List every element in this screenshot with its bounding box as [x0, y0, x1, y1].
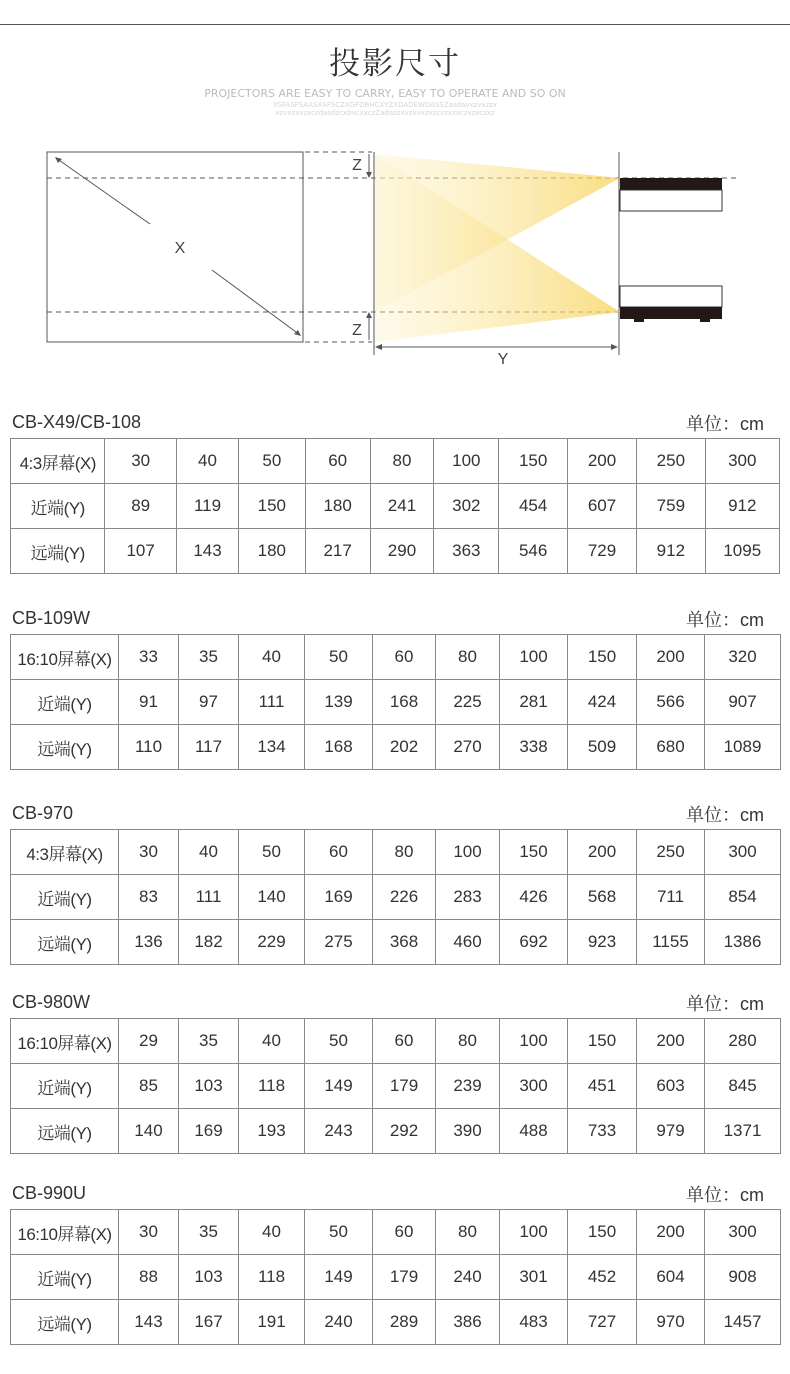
- table-cell: 301: [500, 1255, 568, 1300]
- table-cell: 180: [239, 529, 305, 574]
- row-label: 16:10屏幕(X): [11, 635, 119, 680]
- table-cell: 239: [436, 1064, 500, 1109]
- table-cell: 300: [500, 1064, 568, 1109]
- row-label: 远端(Y): [11, 725, 119, 770]
- table-cell: 243: [305, 1109, 373, 1154]
- model-name: CB-990U: [12, 1183, 87, 1203]
- table-cell: 300: [705, 830, 781, 875]
- row-label: 4:3屏幕(X): [11, 439, 105, 484]
- table-cell: 451: [568, 1064, 637, 1109]
- table-cell: 907: [705, 680, 781, 725]
- table-cell: 225: [436, 680, 500, 725]
- top-divider: [0, 24, 790, 25]
- table-cell: 180: [305, 484, 370, 529]
- table-cell: 60: [373, 1210, 436, 1255]
- projector-ceiling: [620, 178, 722, 190]
- table-cell: 168: [305, 725, 373, 770]
- table-cell: 191: [239, 1300, 305, 1345]
- table-cell: 100: [436, 830, 500, 875]
- table-cell: 40: [176, 439, 238, 484]
- table-cell: 368: [373, 920, 436, 965]
- table-cell: 143: [119, 1300, 179, 1345]
- table-cell: 30: [119, 1210, 179, 1255]
- table-cell: 711: [637, 875, 705, 920]
- table-cell: 912: [705, 484, 779, 529]
- table-row: [11, 680, 781, 725]
- table-cell: 29: [119, 1019, 179, 1064]
- x-label: X: [174, 240, 186, 257]
- table-cell: 692: [500, 920, 568, 965]
- table-cell: 118: [239, 1064, 305, 1109]
- table-row: [11, 920, 781, 965]
- table-row: [11, 529, 780, 574]
- size-table: [10, 634, 781, 770]
- table-cell: 111: [239, 680, 305, 725]
- table-cell: 566: [637, 680, 705, 725]
- unit-label: 单位：cm: [686, 805, 764, 825]
- table-cell: 854: [705, 875, 781, 920]
- row-label: 远端(Y): [11, 920, 119, 965]
- table-cell: 217: [305, 529, 370, 574]
- table-cell: 320: [705, 635, 781, 680]
- decorative-text-line-2: xzvxzxvzxczdasdzcxbvcxxczZadazzxvzxvxzvzcvzxzxczxzxczxz: [275, 109, 495, 117]
- table-cell: 200: [567, 439, 636, 484]
- table-cell: 60: [373, 1019, 436, 1064]
- table-cell: 50: [239, 830, 305, 875]
- table-cell: 140: [119, 1109, 179, 1154]
- row-label: 近端(Y): [11, 875, 119, 920]
- table-cell: 60: [305, 830, 373, 875]
- table-cell: 727: [568, 1300, 637, 1345]
- table-cell: 89: [105, 484, 176, 529]
- size-table: [10, 1209, 781, 1345]
- table-cell: 426: [500, 875, 568, 920]
- model-name: CB-980W: [12, 992, 91, 1012]
- table-cell: 200: [637, 1210, 705, 1255]
- table-cell: 241: [370, 484, 433, 529]
- row-label: 近端(Y): [11, 484, 105, 529]
- table-cell: 35: [179, 1210, 239, 1255]
- table-cell: 83: [119, 875, 179, 920]
- table-row: [11, 1064, 781, 1109]
- row-label: 近端(Y): [11, 1064, 119, 1109]
- table-cell: 226: [373, 875, 436, 920]
- table-cell: 110: [119, 725, 179, 770]
- table-cell: 363: [434, 529, 499, 574]
- table-cell: 150: [568, 1210, 637, 1255]
- projection-diagram: [0, 140, 790, 370]
- row-label: 近端(Y): [11, 680, 119, 725]
- table-cell: 50: [239, 439, 305, 484]
- table-cell: 150: [500, 830, 568, 875]
- row-label: 远端(Y): [11, 1109, 119, 1154]
- table-cell: 97: [179, 680, 239, 725]
- table-cell: 452: [568, 1255, 637, 1300]
- table-cell: 300: [705, 439, 779, 484]
- table-cell: 60: [373, 635, 436, 680]
- table-cell: 88: [119, 1255, 179, 1300]
- page-subtitle: PROJECTORS ARE EASY TO CARRY, EASY TO OPERATE AND SO ON: [204, 87, 566, 100]
- z-label-bottom: Z: [352, 322, 362, 339]
- table-cell: 193: [239, 1109, 305, 1154]
- table-cell: 281: [500, 680, 568, 725]
- table-cell: 182: [179, 920, 239, 965]
- unit-label: 单位：cm: [686, 994, 764, 1014]
- table-cell: 270: [436, 725, 500, 770]
- table-cell: 33: [119, 635, 179, 680]
- table-cell: 136: [119, 920, 179, 965]
- table-cell: 179: [373, 1255, 436, 1300]
- table-cell: 202: [373, 725, 436, 770]
- table-cell: 117: [179, 725, 239, 770]
- table-cell: 1089: [705, 725, 781, 770]
- table-cell: 509: [568, 725, 637, 770]
- table-row: [11, 484, 780, 529]
- table-cell: 729: [567, 529, 636, 574]
- table-cell: 1155: [637, 920, 705, 965]
- table-cell: 908: [705, 1255, 781, 1300]
- table-cell: 290: [370, 529, 433, 574]
- table-cell: 40: [239, 1210, 305, 1255]
- table-cell: 150: [568, 1019, 637, 1064]
- table-cell: 149: [305, 1255, 373, 1300]
- table-cell: 1095: [705, 529, 779, 574]
- table-cell: 168: [373, 680, 436, 725]
- table-cell: 923: [568, 920, 637, 965]
- model-name: CB-X49/CB-108: [12, 412, 142, 432]
- table-cell: 488: [500, 1109, 568, 1154]
- model-name: CB-109W: [12, 608, 91, 628]
- table-cell: 970: [637, 1300, 705, 1345]
- table-row: [11, 635, 781, 680]
- table-cell: 35: [179, 635, 239, 680]
- table-cell: 280: [705, 1019, 781, 1064]
- table-cell: 30: [119, 830, 179, 875]
- table-row: [11, 439, 780, 484]
- table-cell: 483: [500, 1300, 568, 1345]
- unit-label: 单位：cm: [686, 1185, 764, 1205]
- table-cell: 759: [637, 484, 705, 529]
- table-row: [11, 830, 781, 875]
- table-cell: 240: [305, 1300, 373, 1345]
- table-cell: 100: [500, 635, 568, 680]
- table-cell: 169: [305, 875, 373, 920]
- table-cell: 603: [637, 1064, 705, 1109]
- table-cell: 35: [179, 1019, 239, 1064]
- unit-label: 单位：cm: [686, 610, 764, 630]
- size-table: [10, 438, 780, 574]
- row-label: 4:3屏幕(X): [11, 830, 119, 875]
- size-table: [10, 1018, 781, 1154]
- table-cell: 150: [499, 439, 567, 484]
- table-cell: 240: [436, 1255, 500, 1300]
- table-cell: 80: [370, 439, 433, 484]
- table-cell: 283: [436, 875, 500, 920]
- table-cell: 1386: [705, 920, 781, 965]
- row-label: 16:10屏幕(X): [11, 1019, 119, 1064]
- table-cell: 111: [179, 875, 239, 920]
- table-cell: 167: [179, 1300, 239, 1345]
- table-cell: 546: [499, 529, 567, 574]
- table-cell: 680: [637, 725, 705, 770]
- table-cell: 300: [705, 1210, 781, 1255]
- y-label: Y: [497, 351, 509, 368]
- table-cell: 40: [179, 830, 239, 875]
- table-row: [11, 1210, 781, 1255]
- table-cell: 1371: [705, 1109, 781, 1154]
- table-cell: 733: [568, 1109, 637, 1154]
- table-cell: 607: [567, 484, 636, 529]
- table-cell: 100: [500, 1019, 568, 1064]
- unit-label: 单位：cm: [686, 414, 764, 434]
- table-cell: 454: [499, 484, 567, 529]
- table-cell: 200: [637, 1019, 705, 1064]
- table-cell: 386: [436, 1300, 500, 1345]
- table-cell: 30: [105, 439, 176, 484]
- table-cell: 1457: [705, 1300, 781, 1345]
- table-cell: 250: [637, 830, 705, 875]
- size-table: [10, 829, 781, 965]
- table-cell: 179: [373, 1064, 436, 1109]
- table-cell: 200: [637, 635, 705, 680]
- table-row: [11, 725, 781, 770]
- table-cell: 292: [373, 1109, 436, 1154]
- table-cell: 80: [373, 830, 436, 875]
- table-cell: 338: [500, 725, 568, 770]
- table-cell: 103: [179, 1255, 239, 1300]
- table-cell: 150: [239, 484, 305, 529]
- table-cell: 50: [305, 1019, 373, 1064]
- table-cell: 169: [179, 1109, 239, 1154]
- table-cell: 50: [305, 635, 373, 680]
- z-label-top: Z: [352, 157, 362, 174]
- model-name: CB-970: [12, 803, 74, 823]
- decorative-text-line-1: XSFASFSAASASFSCZXGFDBHCXYZXDADEWDASSZasdavxzvxzzx: [272, 101, 498, 109]
- table-cell: 149: [305, 1064, 373, 1109]
- page-title: 投影尺寸: [329, 46, 461, 82]
- table-cell: 134: [239, 725, 305, 770]
- table-cell: 845: [705, 1064, 781, 1109]
- table-cell: 912: [637, 529, 705, 574]
- table-cell: 979: [637, 1109, 705, 1154]
- table-cell: 460: [436, 920, 500, 965]
- table-cell: 424: [568, 680, 637, 725]
- table-cell: 139: [305, 680, 373, 725]
- table-cell: 302: [434, 484, 499, 529]
- table-cell: 80: [436, 635, 500, 680]
- table-cell: 150: [568, 635, 637, 680]
- table-cell: 118: [239, 1255, 305, 1300]
- table-cell: 50: [305, 1210, 373, 1255]
- table-cell: 85: [119, 1064, 179, 1109]
- table-cell: 103: [179, 1064, 239, 1109]
- table-row: [11, 1109, 781, 1154]
- table-cell: 289: [373, 1300, 436, 1345]
- table-cell: 60: [305, 439, 370, 484]
- table-cell: 140: [239, 875, 305, 920]
- row-label: 远端(Y): [11, 1300, 119, 1345]
- table-cell: 143: [176, 529, 238, 574]
- table-cell: 100: [434, 439, 499, 484]
- table-cell: 40: [239, 635, 305, 680]
- table-row: [11, 1255, 781, 1300]
- table-cell: 200: [568, 830, 637, 875]
- table-cell: 91: [119, 680, 179, 725]
- table-cell: 100: [500, 1210, 568, 1255]
- table-row: [11, 875, 781, 920]
- table-row: [11, 1300, 781, 1345]
- table-cell: 80: [436, 1210, 500, 1255]
- row-label: 远端(Y): [11, 529, 105, 574]
- table-cell: 107: [105, 529, 176, 574]
- table-cell: 275: [305, 920, 373, 965]
- table-cell: 568: [568, 875, 637, 920]
- table-cell: 229: [239, 920, 305, 965]
- table-cell: 390: [436, 1109, 500, 1154]
- projector-table: [620, 286, 722, 307]
- table-cell: 604: [637, 1255, 705, 1300]
- row-label: 近端(Y): [11, 1255, 119, 1300]
- row-label: 16:10屏幕(X): [11, 1210, 119, 1255]
- table-cell: 250: [637, 439, 705, 484]
- table-cell: 119: [176, 484, 238, 529]
- table-cell: 40: [239, 1019, 305, 1064]
- table-row: [11, 1019, 781, 1064]
- table-cell: 80: [436, 1019, 500, 1064]
